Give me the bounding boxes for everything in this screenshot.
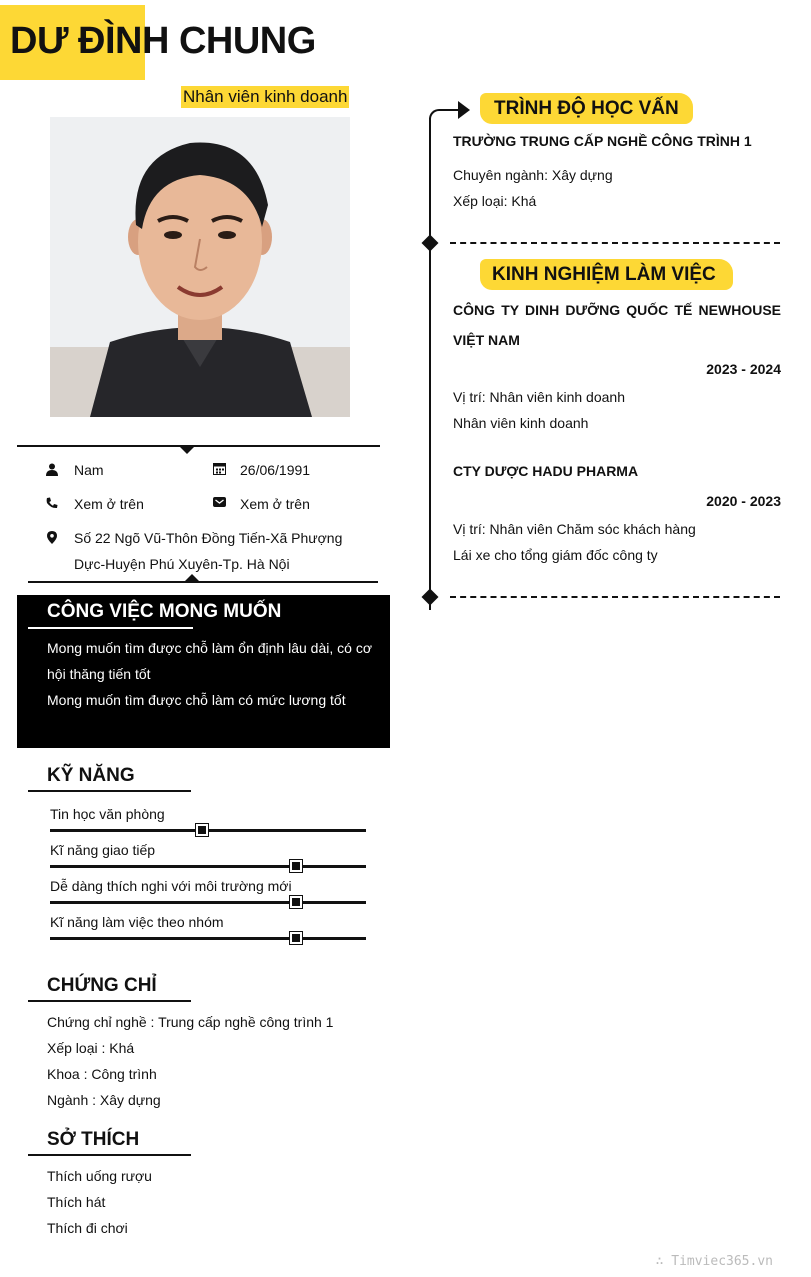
divider-pointer [179, 446, 195, 454]
skill-name: Kĩ năng giao tiếp [50, 842, 156, 858]
profile-photo [50, 117, 350, 417]
section-underline [28, 1154, 191, 1156]
skills-title: KỸ NĂNG [47, 765, 135, 786]
job-details [453, 384, 625, 436]
timeline-diamond [422, 235, 439, 252]
job-position: Vị trí: Nhân viên kinh doanh [453, 389, 625, 405]
user-icon [45, 462, 59, 476]
hobby-line: Thích đi chơi [47, 1220, 128, 1236]
gender-value: Nam [74, 462, 104, 478]
info-top-divider [17, 445, 380, 447]
info-bottom-divider [28, 581, 378, 583]
education-grade: Xếp loại: Khá [453, 193, 537, 209]
school-name: TRƯỜNG TRUNG CẤP NGHỀ CÔNG TRÌNH 1 [453, 133, 752, 149]
job-period: 2023 - 2024 [706, 361, 781, 377]
company-name: CTY DƯỢC HADU PHARMA [453, 463, 639, 479]
skill-name: Dễ dàng thích nghi với môi trường mới [50, 878, 292, 894]
email-value: Xem ở trên [240, 496, 310, 512]
birthday-value: 26/06/1991 [240, 462, 311, 478]
section-underline [28, 1000, 191, 1002]
certificates-title: CHỨNG CHỈ [47, 975, 157, 996]
watermark: ∴ Timviec365.vn [655, 1254, 773, 1269]
skill-level-track [50, 901, 366, 904]
certificate-line: Xếp loại : Khá [47, 1040, 135, 1056]
phone-value: Xem ở trên [74, 496, 144, 512]
skill-level-track [50, 937, 366, 940]
desired-job-line: Mong muốn tìm được chỗ làm ổn định lâu dài, có cơ hội thăng tiến tốt [47, 640, 373, 682]
hobby-line: Thích hát [47, 1194, 106, 1210]
education-major: Chuyên ngành: Xây dựng [453, 167, 613, 183]
desired-job-section [17, 595, 390, 748]
skill-level-knob [290, 932, 302, 944]
skill-row [50, 878, 366, 912]
skill-level-knob [290, 896, 302, 908]
timeline-diamond [422, 589, 439, 606]
section-underline [28, 627, 193, 629]
skill-level-knob [290, 860, 302, 872]
timeline-corner [429, 109, 459, 121]
section-dashed-divider [450, 242, 780, 244]
job-period: 2020 - 2023 [706, 493, 781, 509]
certificate-line: Khoa : Công trình [47, 1066, 157, 1082]
desired-job-title: CÔNG VIỆC MONG MUỐN [47, 601, 282, 622]
experience-title: KINH NGHIỆM LÀM VIỆC [492, 264, 716, 285]
phone-icon [45, 496, 59, 510]
email-icon [212, 495, 226, 509]
job-details [453, 516, 696, 568]
skill-row [50, 842, 366, 876]
certificates-content [47, 1009, 333, 1113]
desired-job-content [47, 635, 377, 713]
job-description: Lái xe cho tổng giám đốc công ty [453, 547, 658, 563]
section-dashed-divider [450, 596, 780, 598]
skill-name: Tin học văn phòng [50, 806, 165, 822]
address-value: Số 22 Ngõ Vũ-Thôn Đồng Tiến-Xã Phượng Dực-Huyện Phú Xuyên-Tp. Hà Nội [74, 530, 343, 572]
company-name: CÔNG TY DINH DƯỠNG QUỐC TẾ NEWHOUSE VIỆT NAM [453, 302, 781, 348]
job-position: Vị trí: Nhân viên Chăm sóc khách hàng [453, 521, 696, 537]
skill-level-knob [196, 824, 208, 836]
skill-level-track [50, 829, 366, 832]
skill-level-track [50, 865, 366, 868]
hobbies-content [47, 1163, 152, 1241]
section-underline [28, 790, 191, 792]
skill-row [50, 914, 366, 948]
skill-name: Kĩ năng làm việc theo nhóm [50, 914, 224, 930]
timeline-line [429, 118, 431, 610]
education-details [453, 162, 613, 214]
job-title: Nhân viên kinh doanh [183, 87, 348, 106]
candidate-name: DƯ ĐÌNH CHUNG [10, 20, 316, 62]
job-description: Nhân viên kinh doanh [453, 415, 589, 431]
calendar-icon [212, 461, 226, 475]
arrow-right-icon [458, 101, 470, 119]
education-title: TRÌNH ĐỘ HỌC VẤN [494, 98, 679, 119]
hobby-line: Thích uống rượu [47, 1168, 152, 1184]
skill-row [50, 806, 366, 840]
certificate-line: Chứng chỉ nghề : Trung cấp nghề công trình 1 [47, 1014, 334, 1030]
certificate-line: Ngành : Xây dựng [47, 1092, 161, 1108]
desired-job-line: Mong muốn tìm được chỗ làm có mức lương tốt [47, 692, 346, 708]
hobbies-title: SỞ THÍCH [47, 1129, 140, 1150]
location-pin-icon [45, 530, 59, 544]
